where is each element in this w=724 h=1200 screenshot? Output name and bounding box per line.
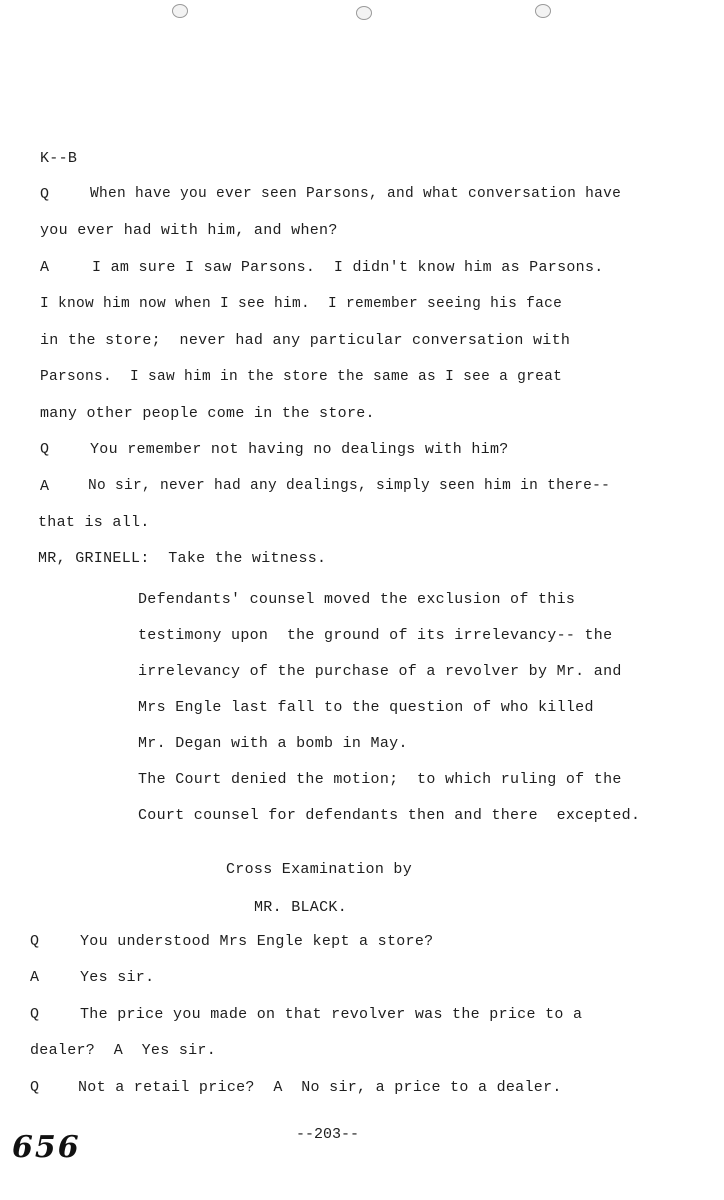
handwritten-page-number: 656	[12, 1130, 81, 1165]
testimony-line: many other people come in the store.	[40, 405, 375, 422]
testimony-line: you ever had with him, and when?	[40, 222, 338, 239]
section-header: K--B	[40, 150, 78, 167]
punch-hole-right	[535, 4, 551, 18]
examiner-statement: MR, GRINELL: Take the witness.	[38, 550, 327, 567]
punch-hole-left	[172, 4, 188, 18]
cross-exam-heading: Cross Examination by	[226, 861, 413, 878]
testimony-line: Yes sir.	[80, 969, 155, 986]
speaker-label: A	[30, 969, 40, 986]
testimony-line: dealer? A Yes sir.	[30, 1042, 217, 1059]
testimony-line: The price you made on that revolver was the price to a	[80, 1006, 583, 1023]
punch-hole-center	[356, 6, 372, 20]
court-note-line: testimony upon the ground of its irrelevancy-- the	[138, 627, 613, 644]
court-note-line: Mr. Degan with a bomb in May.	[138, 735, 408, 752]
speaker-label: Q	[30, 1079, 40, 1096]
court-note-line: Mrs Engle last fall to the question of who killed	[138, 699, 594, 716]
testimony-line: in the store; never had any particular conversation with	[40, 332, 571, 349]
testimony-line: that is all.	[38, 514, 150, 531]
speaker-label: Q	[40, 441, 50, 458]
court-note-line: Court counsel for defendants then and there excepted.	[138, 807, 641, 824]
speaker-label: A	[40, 259, 50, 276]
testimony-line: Not a retail price? A No sir, a price to a dealer.	[78, 1079, 562, 1096]
speaker-label: Q	[40, 186, 50, 203]
court-note-line: The Court denied the motion; to which ruling of the	[138, 771, 622, 788]
testimony-line: You remember not having no dealings with him?	[90, 441, 509, 458]
cross-exam-examiner: MR. BLACK.	[254, 899, 348, 916]
page-number: --203--	[296, 1126, 360, 1143]
testimony-line: I know him now when I see him. I remember seeing his face	[40, 296, 563, 312]
speaker-label: Q	[30, 933, 40, 950]
testimony-line: No sir, never had any dealings, simply seen him in there--	[88, 478, 611, 494]
testimony-line: You understood Mrs Engle kept a store?	[80, 933, 434, 950]
speaker-label: A	[40, 478, 50, 495]
testimony-line: When have you ever seen Parsons, and what conversation have	[90, 186, 622, 202]
court-note-line: Defendants' counsel moved the exclusion of this	[138, 591, 576, 608]
court-note-line: irrelevancy of the purchase of a revolver by Mr. and	[138, 663, 622, 680]
speaker-label: Q	[30, 1006, 40, 1023]
testimony-line: I am sure I saw Parsons. I didn't know him as Parsons.	[92, 259, 604, 276]
testimony-line: Parsons. I saw him in the store the same as I see a great	[40, 369, 563, 385]
